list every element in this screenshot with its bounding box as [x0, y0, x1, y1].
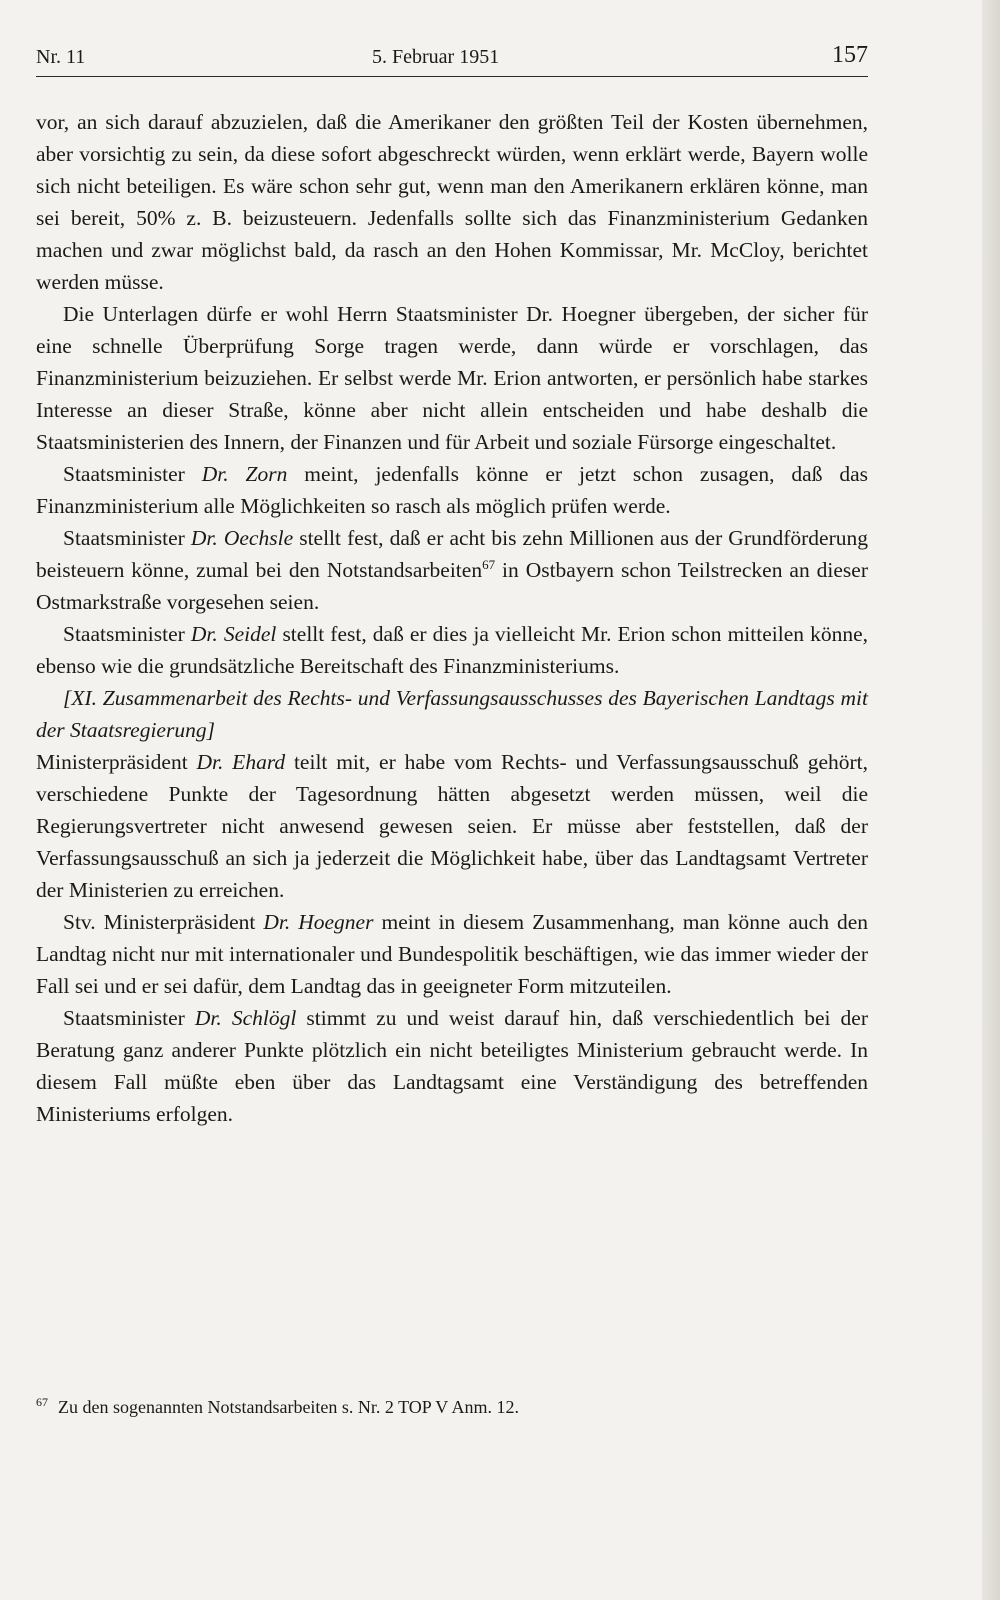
paragraph: Die Unterlagen dürfe er wohl Herrn Staatsminister Dr. Hoegner übergeben, der sicher für eine schnelle Überprüfung Sorge tragen werde, dann würde er vorschlagen, das Finanzministerium beizuziehen. Er selbst werde Mr. Erion antworten, er persönlich habe starkes Interesse an dieser Straße, könne aber nicht allein entscheiden und habe deshalb die Staatsministerien des Innern, der Finanzen und für Arbeit und soziale Fürsorge eingeschaltet.	[36, 302, 868, 454]
footnote-reference[interactable]: 67	[482, 556, 496, 572]
text-run: Staatsminister	[63, 462, 202, 486]
header-date: 5. Februar 1951	[372, 46, 500, 68]
footnote-text: Zu den sogenannten Notstandsarbeiten s. Nr. 2 TOP V Anm. 12.	[58, 1397, 519, 1417]
header-number: Nr. 11	[36, 46, 86, 68]
paragraph	[36, 1002, 868, 1130]
footnote	[36, 1390, 868, 1419]
footnote-number: 67	[36, 1395, 48, 1409]
page-number: 157	[832, 42, 868, 68]
paragraph	[36, 618, 868, 682]
paragraph	[36, 458, 868, 522]
person-name: Dr. Ehard	[196, 750, 286, 774]
main-text	[36, 106, 868, 1130]
section-heading: [XI. Zusammenarbeit des Rechts- und Verfassungsausschusses des Bayerischen Landtags mit der Staatsregierung]	[36, 686, 868, 742]
text-run: meint in diesem Zusammenhang, man könne auch den Landtag nicht nur mit internationaler und Bundespolitik beschäftigen, wie das immer wieder der Fall sei und er sei dafür, dem Landtag das in geeigneter Form mitzuteilen.	[36, 910, 868, 998]
text-run: stellt fest, daß er dies ja vielleicht Mr. Erion schon mitteilen könne, ebenso wie die grundsätzliche Bereitschaft des Finanzministeriums.	[36, 622, 868, 678]
text-run: in Ostbayern schon Teilstrecken an dieser Ostmarkstraße vorgesehen seien.	[36, 558, 868, 614]
page-edge-shadow	[982, 0, 1000, 1600]
text-run: teilt mit, er habe vom Rechts- und Verfassungsausschuß gehört, verschiedene Punkte der Tagesordnung hätten abgesetzt werden müssen, weil die Regierungsvertreter nicht anwesend gewesen seien. Er müsse aber feststellen, daß der Verfassungsausschuß an sich ja jederzeit die Möglichkeit habe, über das Landtagsamt Vertreter der Ministerien zu erreichen.	[36, 750, 868, 902]
text-run: Ministerpräsident	[36, 750, 197, 774]
text-run: stimmt zu und weist darauf hin, daß verschiedentlich bei der Beratung ganz anderer Punkte plötzlich ein nicht beteiligtes Ministerium gebraucht werde. In diesem Fall müßte eben über das Landtagsamt eine Verständigung des betreffenden Ministeriums erfolgen.	[36, 1006, 868, 1126]
text-run: Staatsminister	[63, 526, 191, 550]
paragraph	[36, 746, 868, 906]
text-run: meint, jedenfalls könne er jetzt schon zusagen, daß das Finanzministerium alle Möglichkeiten so rasch als möglich prüfen werde.	[36, 462, 868, 518]
paragraph	[36, 522, 868, 618]
person-name: Dr. Schlögl	[194, 1006, 297, 1030]
text-run: Staatsminister	[63, 1006, 195, 1030]
text-run: Staatsminister	[63, 622, 191, 646]
header-rule	[36, 76, 868, 77]
text-run: Stv. Ministerpräsident	[63, 910, 264, 934]
person-name: Dr. Oechsle	[190, 526, 294, 550]
running-header	[36, 42, 868, 70]
paragraph	[36, 906, 868, 1002]
text-run: stellt fest, daß er acht bis zehn Millionen aus der Grundförderung beisteuern könne, zumal bei den Notstandsarbeiten	[36, 526, 869, 582]
person-name: Dr. Hoegner	[263, 910, 374, 934]
paragraph: vor, an sich darauf abzuzielen, daß die Amerikaner den größten Teil der Kosten übernehmen, aber vorsichtig zu sein, da diese sofort abgeschreckt würden, wenn erklärt werde, Bayern wolle sich nicht beteiligen. Es wäre schon sehr gut, wenn man den Amerikanern erklären könne, man sei bereit, 50% z. B. beizusteuern. Jedenfalls sollte sich das Finanzministerium Gedanken machen und zwar möglichst bald, da rasch an den Hohen Kommissar, Mr. McCloy, berichtet werden müsse.	[36, 110, 868, 294]
person-name: Dr. Seidel	[190, 622, 277, 646]
person-name: Dr. Zorn	[201, 462, 288, 486]
